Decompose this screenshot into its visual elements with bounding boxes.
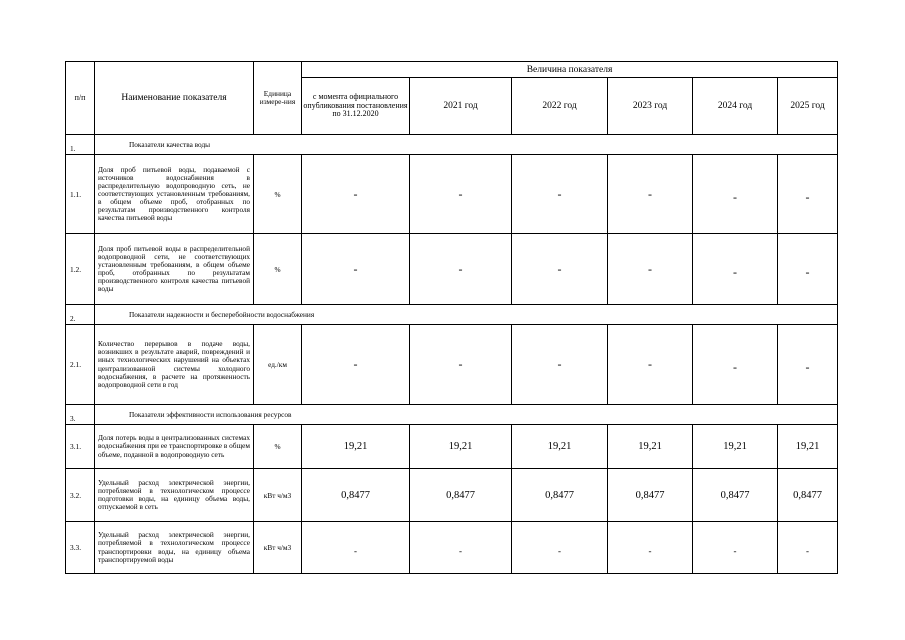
row-name: Удельный расход электрической энергии, потребляемой в технологическом процессе подготовки воды, на единицу объема воды, отпускаемой в сеть (95, 469, 254, 522)
value-cell: - (302, 325, 410, 405)
value-cell: - (410, 234, 512, 305)
value-cell: - (512, 325, 608, 405)
row-name: Удельный расход электрической энергии, потребляемой в технологическом процессе транспортировки воды, на единицу объема транспортируемой воды (95, 522, 254, 574)
row-num: 3.1. (66, 425, 95, 469)
value-cell: - (778, 234, 838, 305)
value-cell: 0,8477 (693, 469, 778, 522)
row-num: 1.1. (66, 155, 95, 234)
value-cell: 0,8477 (512, 469, 608, 522)
section-row (66, 135, 838, 155)
indicators-table (65, 61, 838, 574)
header-row-top (66, 62, 838, 78)
value-cell: 19,21 (302, 425, 410, 469)
value-cell: - (302, 234, 410, 305)
section-row (66, 405, 838, 425)
value-cell: - (693, 325, 778, 405)
header-col-2025: 2025 год (778, 78, 838, 135)
section-num: 3. (66, 405, 95, 425)
value-cell: - (410, 325, 512, 405)
value-cell: 0,8477 (778, 469, 838, 522)
value-cell: - (410, 522, 512, 574)
row-unit: кВт ч/м3 (254, 469, 302, 522)
value-cell: - (302, 522, 410, 574)
row-name: Количество перерывов в подаче воды, возникших в результате аварий, повреждений и иных технологических нарушений на объектах централизованной системы холодного водоснабжения, в расчете на протяженность водопроводной сети в год (95, 325, 254, 405)
value-cell: - (608, 522, 693, 574)
header-col-2022: 2022 год (512, 78, 608, 135)
row-unit: % (254, 234, 302, 305)
value-cell: 0,8477 (410, 469, 512, 522)
value-cell: 19,21 (693, 425, 778, 469)
value-cell: 19,21 (410, 425, 512, 469)
value-cell: 0,8477 (302, 469, 410, 522)
value-cell: - (608, 234, 693, 305)
table-row (66, 325, 838, 405)
table-row (66, 425, 838, 469)
header-unit: Единица измере-ния (254, 62, 302, 135)
row-unit: кВт ч/м3 (254, 522, 302, 574)
row-unit: ед./км (254, 325, 302, 405)
value-cell: - (512, 155, 608, 234)
header-col-2024: 2024 год (693, 78, 778, 135)
value-cell: - (302, 155, 410, 234)
value-cell: 0,8477 (608, 469, 693, 522)
section-title: Показатели качества воды (95, 135, 838, 155)
header-num: п/п (66, 62, 95, 135)
value-cell: 19,21 (778, 425, 838, 469)
row-num: 3.3. (66, 522, 95, 574)
header-col-period: с момента официального опубликования постановления по 31.12.2020 (302, 78, 410, 135)
value-cell: - (693, 522, 778, 574)
value-cell: - (693, 234, 778, 305)
value-cell: - (512, 522, 608, 574)
header-name: Наименование показателя (95, 62, 254, 135)
value-cell: - (410, 155, 512, 234)
section-num: 1. (66, 135, 95, 155)
value-cell: - (778, 522, 838, 574)
header-col-2021: 2021 год (410, 78, 512, 135)
value-cell: - (693, 155, 778, 234)
value-cell: - (512, 234, 608, 305)
value-cell: 19,21 (608, 425, 693, 469)
value-cell: - (608, 155, 693, 234)
row-name: Доля потерь воды в централизованных системах водоснабжения при ее транспортировке в общем объеме, поданной в водопроводную сеть (95, 425, 254, 469)
section-title: Показатели надежности и бесперебойности водоснабжения (95, 305, 838, 325)
row-num: 3.2. (66, 469, 95, 522)
table-row (66, 155, 838, 234)
row-unit: % (254, 425, 302, 469)
section-row (66, 305, 838, 325)
value-cell: - (608, 325, 693, 405)
table-row (66, 234, 838, 305)
value-cell: - (778, 155, 838, 234)
row-name: Доля проб питьевой воды, подаваемой с источников водоснабжения в распределительную водопроводную сеть, не соответствующих установленным требованиям, в общем объеме проб, отобранных по результатам производственного контроля качества питьевой воды (95, 155, 254, 234)
table-row (66, 469, 838, 522)
value-cell: 19,21 (512, 425, 608, 469)
header-value-group: Величина показателя (302, 62, 838, 78)
row-num: 1.2. (66, 234, 95, 305)
value-cell: - (778, 325, 838, 405)
header-col-2023: 2023 год (608, 78, 693, 135)
row-unit: % (254, 155, 302, 234)
row-num: 2.1. (66, 325, 95, 405)
section-num: 2. (66, 305, 95, 325)
row-name: Доля проб питьевой воды в распределительной водопроводной сети, не соответствующих установленным требованиям, в общем объеме проб, отобранных по результатам производственного контроля качества питьевой воды (95, 234, 254, 305)
table-row (66, 522, 838, 574)
section-title: Показатели эффективности использования ресурсов (95, 405, 838, 425)
